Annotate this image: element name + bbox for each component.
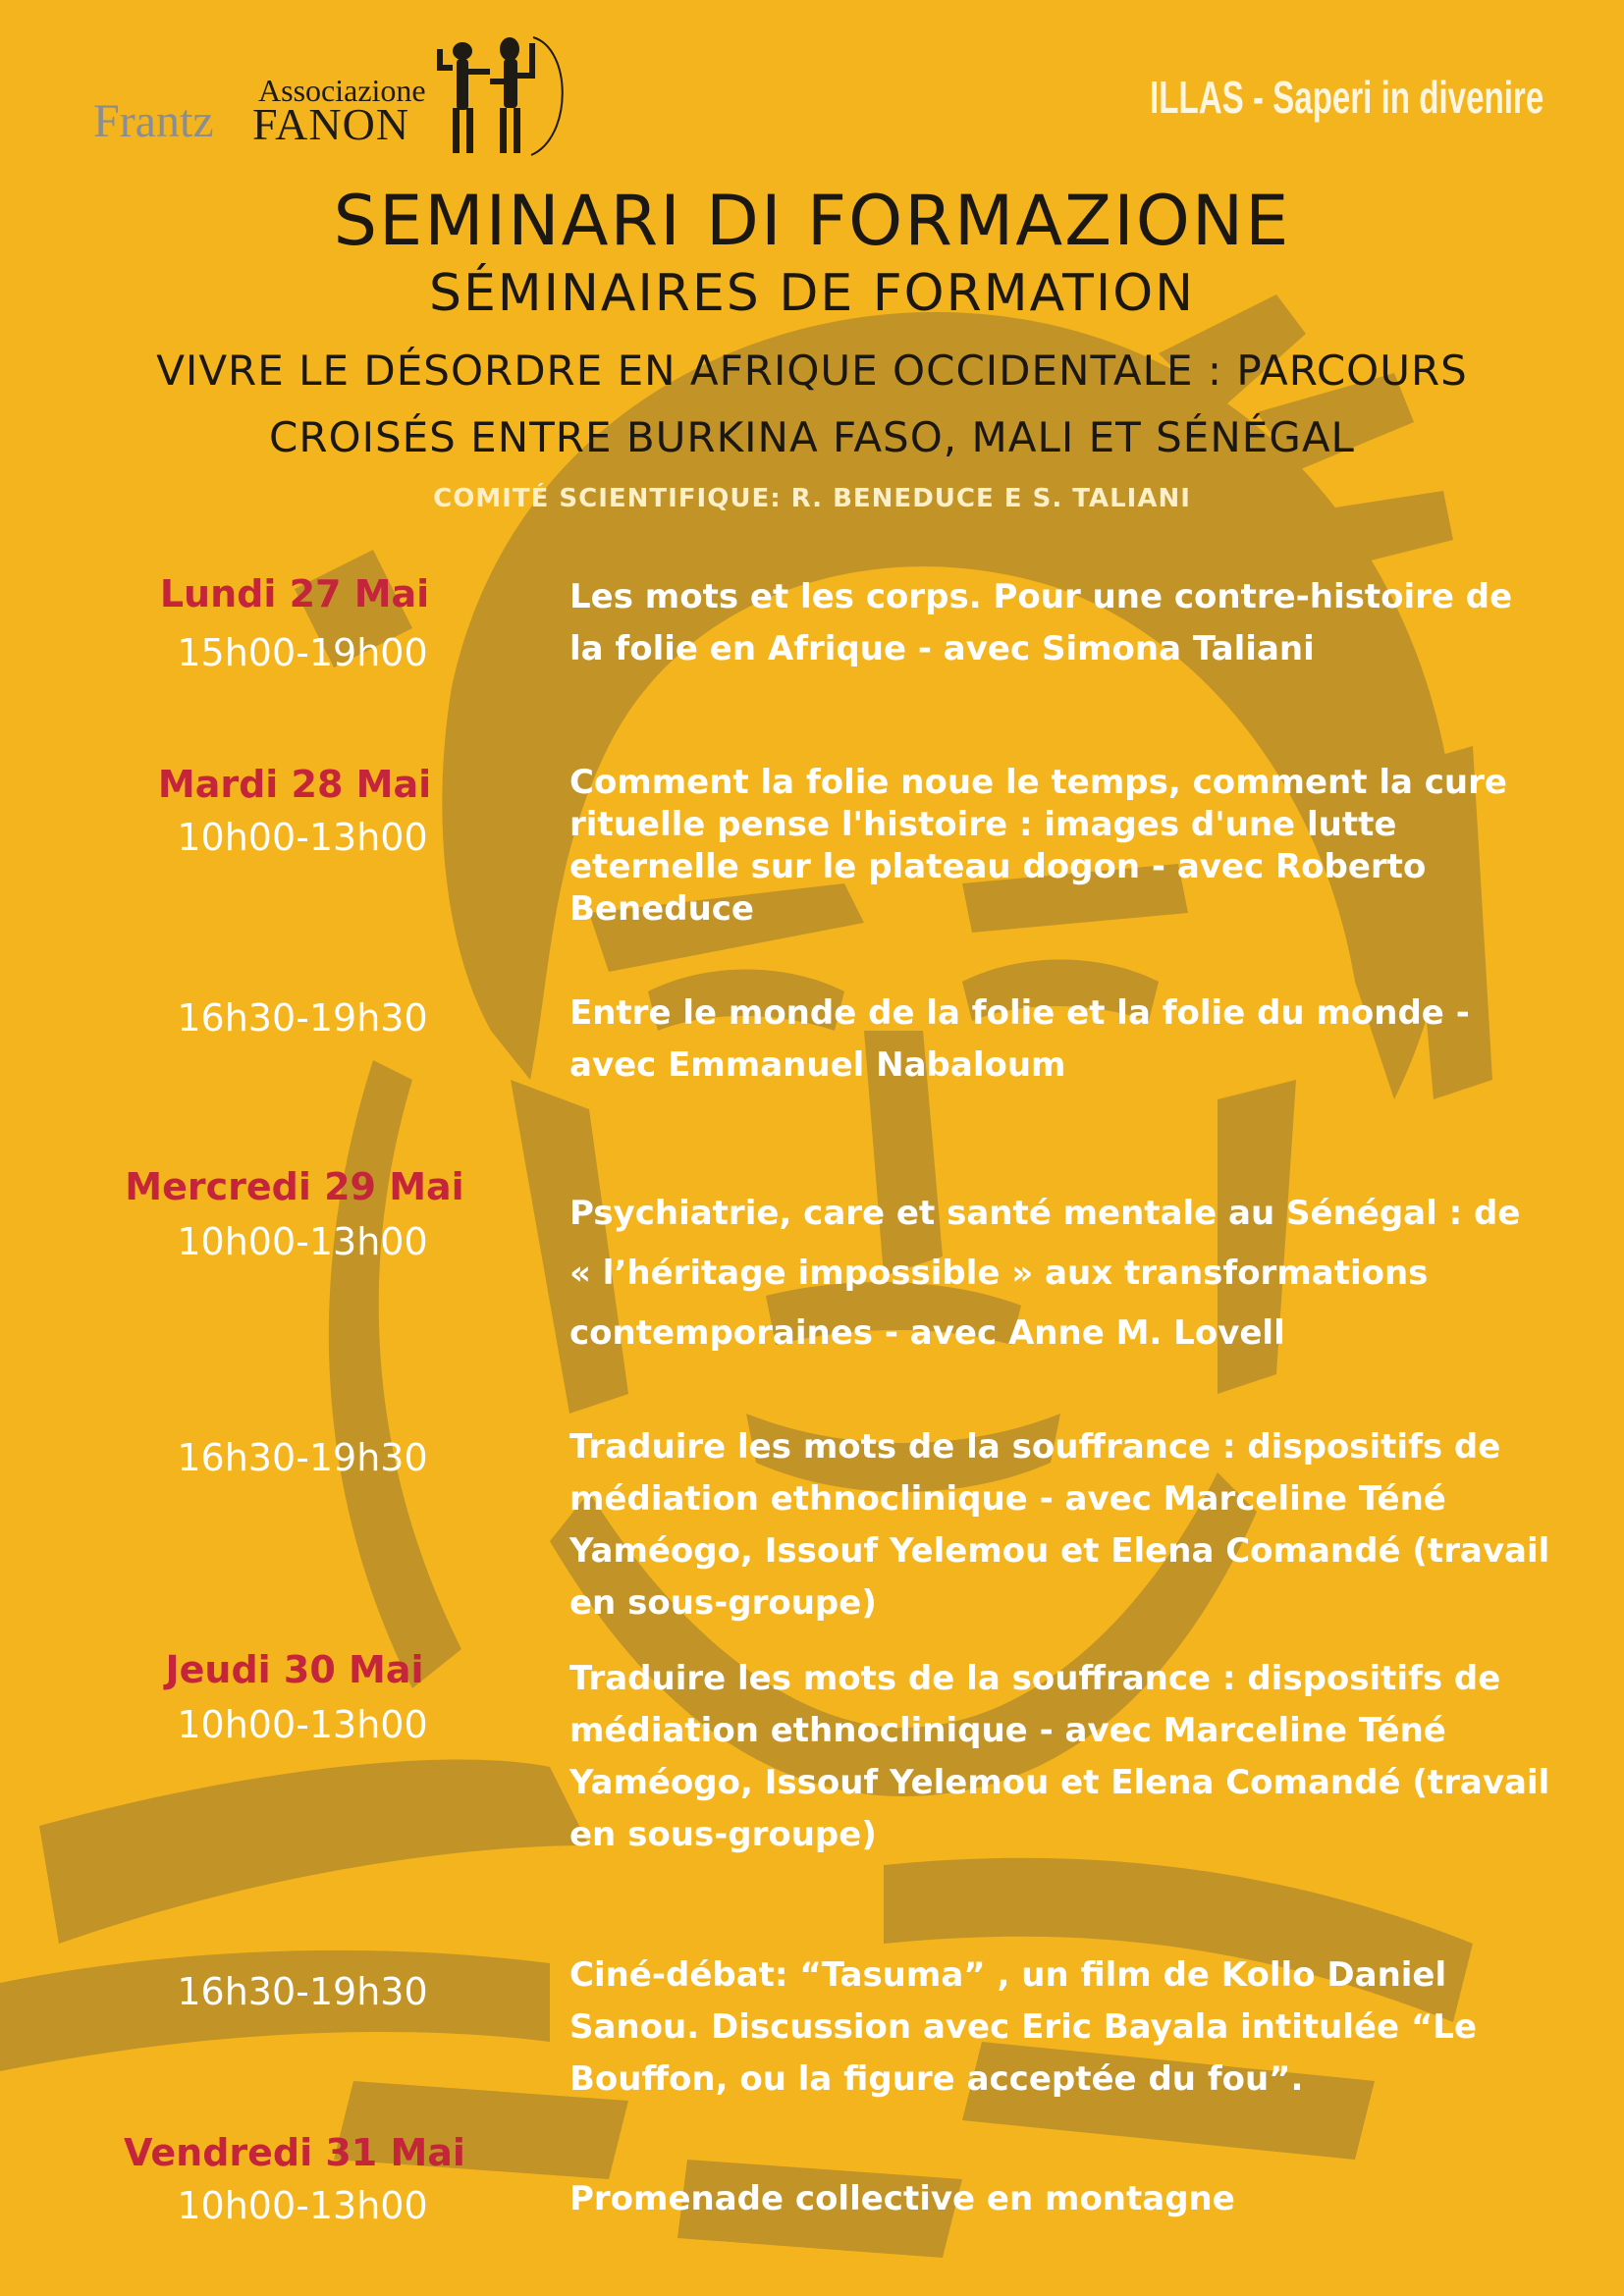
logo-last-name: FANON — [252, 99, 410, 149]
logo-figure-icon — [435, 29, 572, 167]
tagline: ILLAS - Saperi in divenire — [1149, 72, 1543, 123]
session-time: 10h00-13h00 — [177, 816, 428, 859]
logo-association-text: Associazione — [258, 73, 426, 108]
logo-first-name: Frantz — [93, 95, 214, 147]
session-time: 10h00-13h00 — [177, 1220, 428, 1263]
session-title: Traduire les mots de la souffrance : dispositifs de médiation ethnoclinique - avec Marceline Téné Yaméogo, Issouf Yelemou et Elena Comandé (travail en sous-groupe) — [569, 1427, 1550, 1623]
session-day: Jeudi 30 Mai — [165, 1648, 424, 1691]
association-logo — [93, 27, 584, 175]
session-title: Psychiatrie, care et santé mentale au Sénégal : de « l’héritage impossible » aux transformations contemporaines - avec Anne M. Lovell — [569, 1194, 1521, 1353]
session-time: 10h00-13h00 — [177, 2184, 428, 2227]
session-time: 10h00-13h00 — [177, 1703, 428, 1746]
session-title: Comment la folie noue le temps, comment la cure rituelle pense l'histoire : images d'une lutte eternelle sur le plateau dogon - avec Roberto Beneduce — [569, 763, 1507, 929]
session-title: Traduire les mots de la souffrance : dispositifs de médiation ethnoclinique - avec Marceline Téné Yaméogo, Issouf Yelemou et Elena Comandé (travail en sous-groupe) — [569, 1659, 1550, 1854]
session-time: 16h30-19h30 — [177, 1970, 428, 2013]
title-french: SÉMINAIRES DE FORMATION — [428, 264, 1196, 323]
theme-line-2: CROISÉS ENTRE BURKINA FASO, MALI ET SÉNÉGAL — [269, 413, 1355, 461]
scientific-committee: COMITÉ SCIENTIFIQUE: R. BENEDUCE E S. TALIANI — [433, 484, 1191, 513]
title-italian: SEMINARI DI FORMAZIONE — [333, 181, 1291, 261]
theme-line-1: VIVRE LE DÉSORDRE EN AFRIQUE OCCIDENTALE : PARCOURS — [156, 347, 1468, 395]
title-block — [0, 179, 1624, 516]
session-time: 16h30-19h30 — [177, 996, 428, 1040]
session-day: Mercredi 29 Mai — [125, 1165, 464, 1208]
session-day: Vendredi 31 Mai — [124, 2131, 465, 2174]
session-title: Les mots et les corps. Pour une contre-histoire de la folie en Afrique - avec Simona Taliani — [569, 577, 1513, 668]
session-title: Ciné-débat: “Tasuma” , un film de Kollo Daniel Sanou. Discussion avec Eric Bayala intitulée “Le Bouffon, ou la figure acceptée du fou”. — [569, 1955, 1478, 2099]
session-day: Mardi 28 Mai — [157, 763, 432, 806]
session-time: 16h30-19h30 — [177, 1436, 428, 1479]
session-title: Entre le monde de la folie et la folie du monde - avec Emmanuel Nabaloum — [569, 993, 1470, 1085]
session-day: Lundi 27 Mai — [159, 572, 430, 615]
session-time: 15h00-19h00 — [177, 631, 428, 674]
session-title: Promenade collective en montagne — [569, 2179, 1235, 2218]
